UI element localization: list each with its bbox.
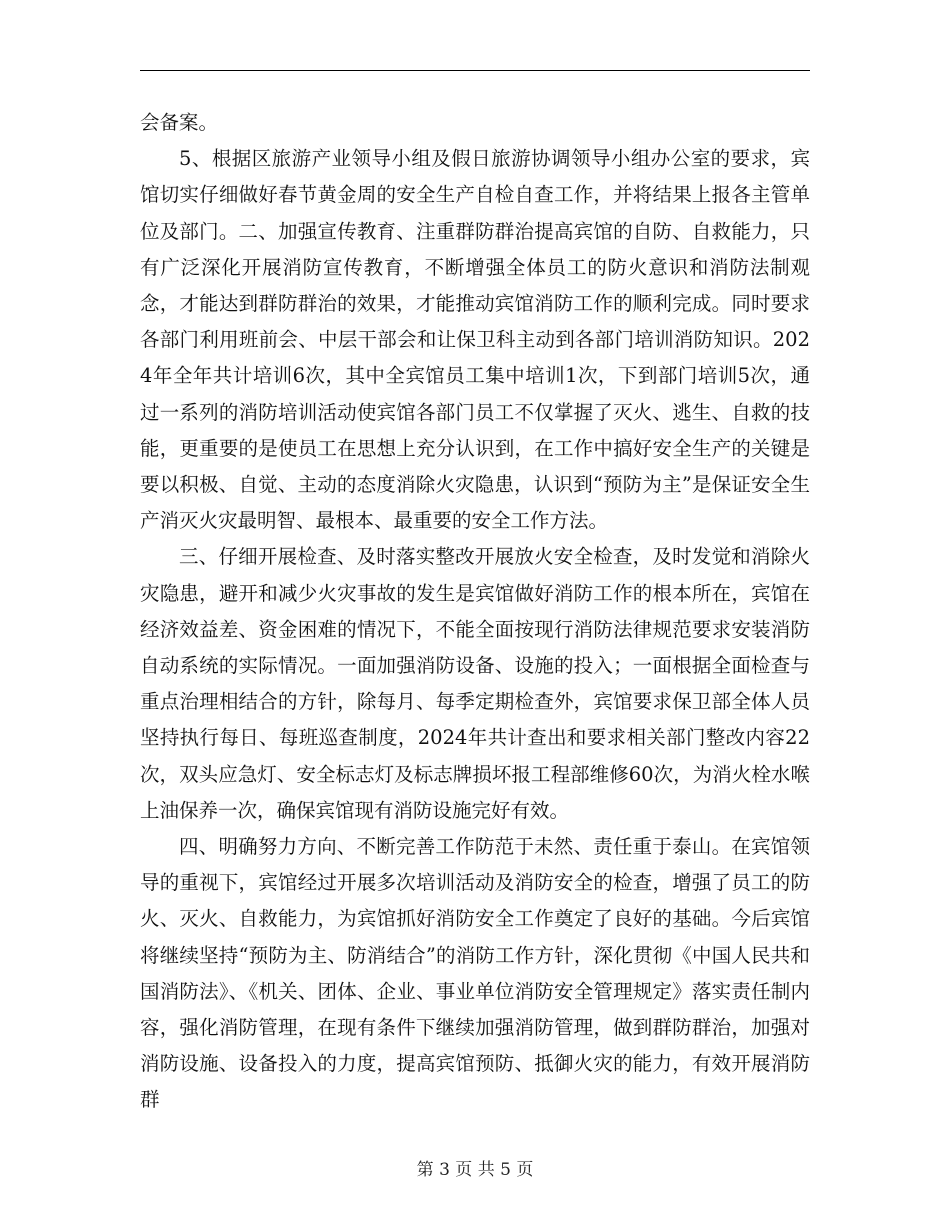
header-rule	[140, 70, 810, 71]
paragraph: 三、仔细开展检查、及时落实整改开展放火安全检查，及时发觉和消除火灾隐患，避开和减少火灾事故的发生是宾馆做好消防工作的根本所在，宾馆在经济效益差、资金困难的情况下，不能全面按现行消防法律规范要求安装消防自动系统的实际情况。一面加强消防设备、设施的投入；一面根据全面检查与重点治理相结合的方针，除每月、每季定期检查外，宾馆要求保卫部全体人员坚持执行每日、每班巡查制度，2024年共计查出和要求相关部门整改内容22次，双头应急灯、安全标志灯及标志牌损坏报工程部维修60次，为消火栓水喉上油保养一次，确保宾馆现有消防设施完好有效。	[140, 545, 810, 822]
page-number: 第 3 页 共 5 页	[416, 1160, 534, 1180]
paragraph: 5、根据区旅游产业领导小组及假日旅游协调领导小组办公室的要求，宾馆切实仔细做好春节黄金周的安全生产自检自查工作，并将结果上报各主管单位及部门。二、加强宣传教育、注重群防群治提高宾馆的自防、自救能力，只有广泛深化开展消防宣传教育，不断增强全体员工的防火意识和消防法制观念，才能达到群防群治的效果，才能推动宾馆消防工作的顺利完成。同时要求各部门利用班前会、中层干部会和让保卫科主动到各部门培训消防知识。2024年全年共计培训6次，其中全宾馆员工集中培训1次，下到部门培训5次，通过一系列的消防培训活动使宾馆各部门员工不仅掌握了灭火、逃生、自救的技能，更重要的是使员工在思想上充分认识到，在工作中搞好安全生产的关键是要以积极、自觉、主动的态度消除火灾隐患，认识到“预防为主”是保证安全生产消灭火灾最明智、最根本、最重要的安全工作方法。	[140, 147, 810, 533]
paragraph: 四、明确努力方向、不断完善工作防范于未然、责任重于泰山。在宾馆领导的重视下，宾馆经过开展多次培训活动及消防安全的检查，增强了员工的防火、灭火、自救能力，为宾馆抓好消防安全工作奠定了良好的基础。今后宾馆将继续坚持“预防为主、防消结合”的消防工作方针，深化贯彻《中国人民共和国消防法》、《机关、团体、企业、事业单位消防安全管理规定》落实责任制内容，强化消防管理，在现有条件下继续加强消防管理，做到群防群治，加强对消防设施、设备投入的力度，提高宾馆预防、抵御火灾的能力，有效开展消防群	[140, 835, 810, 1112]
paragraph: 会备案。	[140, 111, 219, 134]
document-body	[140, 105, 810, 1119]
